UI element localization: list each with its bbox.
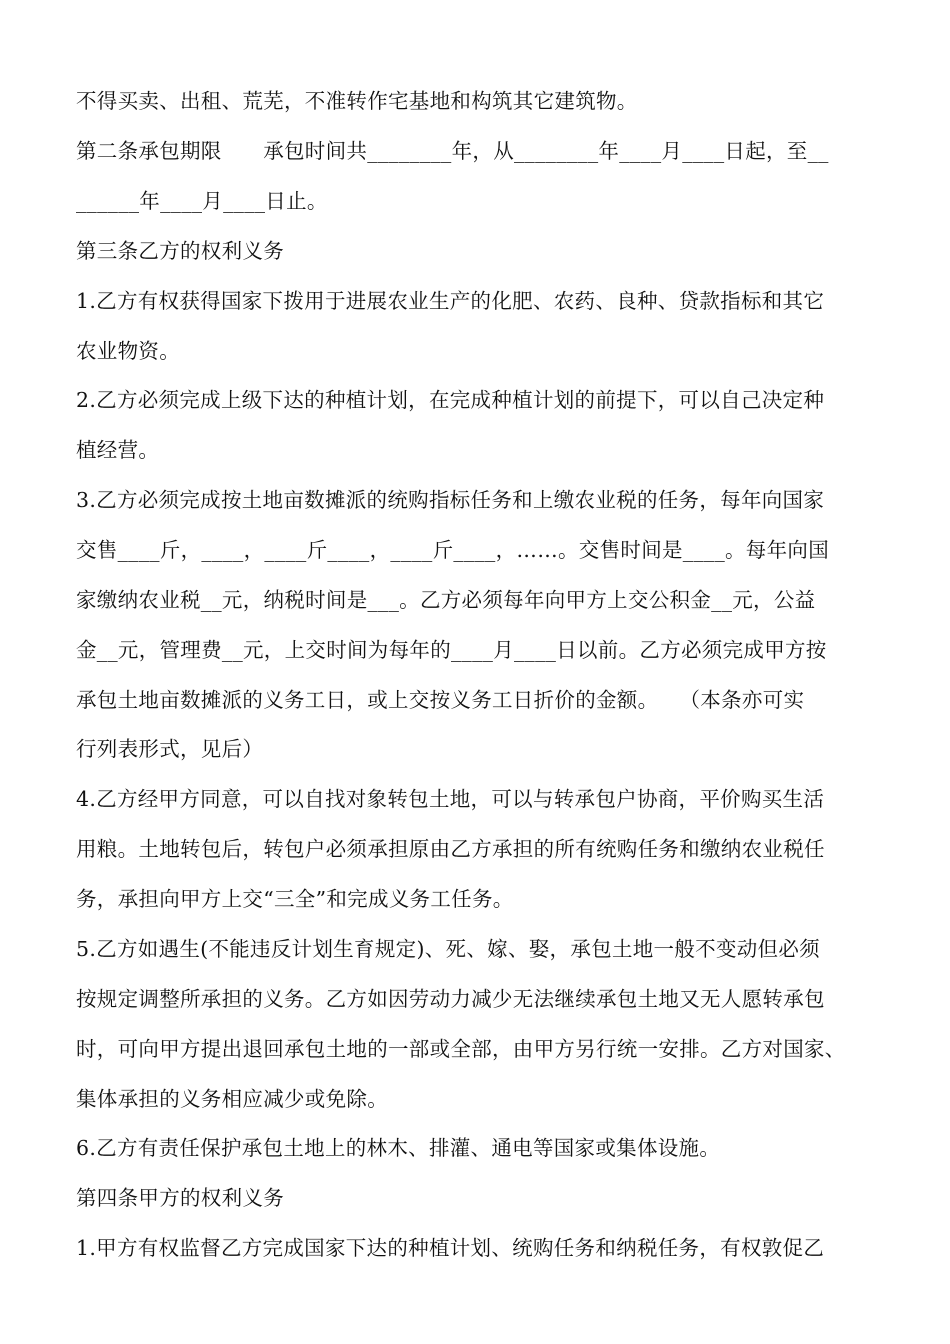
text-line: 家缴纳农业税__元，纳税时间是___。乙方必须每年向甲方上交公积金__元，公益 [76, 588, 816, 612]
text-line: 务，承担向甲方上交“三全”和完成义务工任务。 [76, 887, 514, 911]
text-line: 金__元，管理费__元，上交时间为每年的____月____日以前。乙方必须完成甲方按 [76, 638, 827, 662]
text-line: 第二条承包期限 承包时间共________年，从________年____月____日起，至__ [76, 139, 829, 163]
text-line: 6.乙方有责任保护承包土地上的林木、排灌、通电等国家或集体设施。 [76, 1136, 721, 1160]
text-line: 集体承担的义务相应减少或免除。 [76, 1087, 388, 1111]
text-line: 按规定调整所承担的义务。乙方如因劳动力减少无法继续承包土地又无人愿转承包 [76, 987, 825, 1011]
section-heading: 第三条乙方的权利义务 [76, 239, 284, 263]
text-line: ______年____月____日止。 [76, 189, 328, 213]
section-heading: 第四条甲方的权利义务 [76, 1186, 284, 1210]
text-line: 4.乙方经甲方同意，可以自找对象转包土地，可以与转承包户协商，平价购买生活 [76, 787, 825, 811]
text-line: 用粮。土地转包后，转包户必须承担原由乙方承担的所有统购任务和缴纳农业税任 [76, 837, 825, 861]
text-line: 3.乙方必须完成按土地亩数摊派的统购指标任务和上缴农业税的任务，每年向国家 [76, 488, 825, 512]
text-line: 2.乙方必须完成上级下达的种植计划，在完成种植计划的前提下，可以自己决定种 [76, 388, 825, 412]
text-line: 5.乙方如遇生(不能违反计划生育规定)、死、嫁、娶，承包土地一般不变动但必须 [76, 937, 820, 961]
text-line: 1.乙方有权获得国家下拨用于进展农业生产的化肥、农药、良种、贷款指标和其它 [76, 289, 825, 313]
text-line: 交售____斤，____，____斤____，____斤____，……。交售时间是____。每年向国 [76, 538, 829, 562]
text-line: 承包土地亩数摊派的义务工日，或上交按义务工日折价的金额。 （本条亦可实 [76, 688, 805, 712]
text-line: 不得买卖、出租、荒芜，不准转作宅基地和构筑其它建筑物。 [76, 89, 638, 113]
text-line: 时，可向甲方提出退回承包土地的一部或全部，由甲方另行统一安排。乙方对国家、 [76, 1037, 846, 1061]
text-line: 1.甲方有权监督乙方完成国家下达的种植计划、统购任务和纳税任务，有权敦促乙 [76, 1236, 825, 1260]
text-line: 行列表形式，见后） [76, 737, 264, 761]
text-line: 植经营。 [76, 438, 160, 462]
text-line: 农业物资。 [76, 339, 180, 363]
